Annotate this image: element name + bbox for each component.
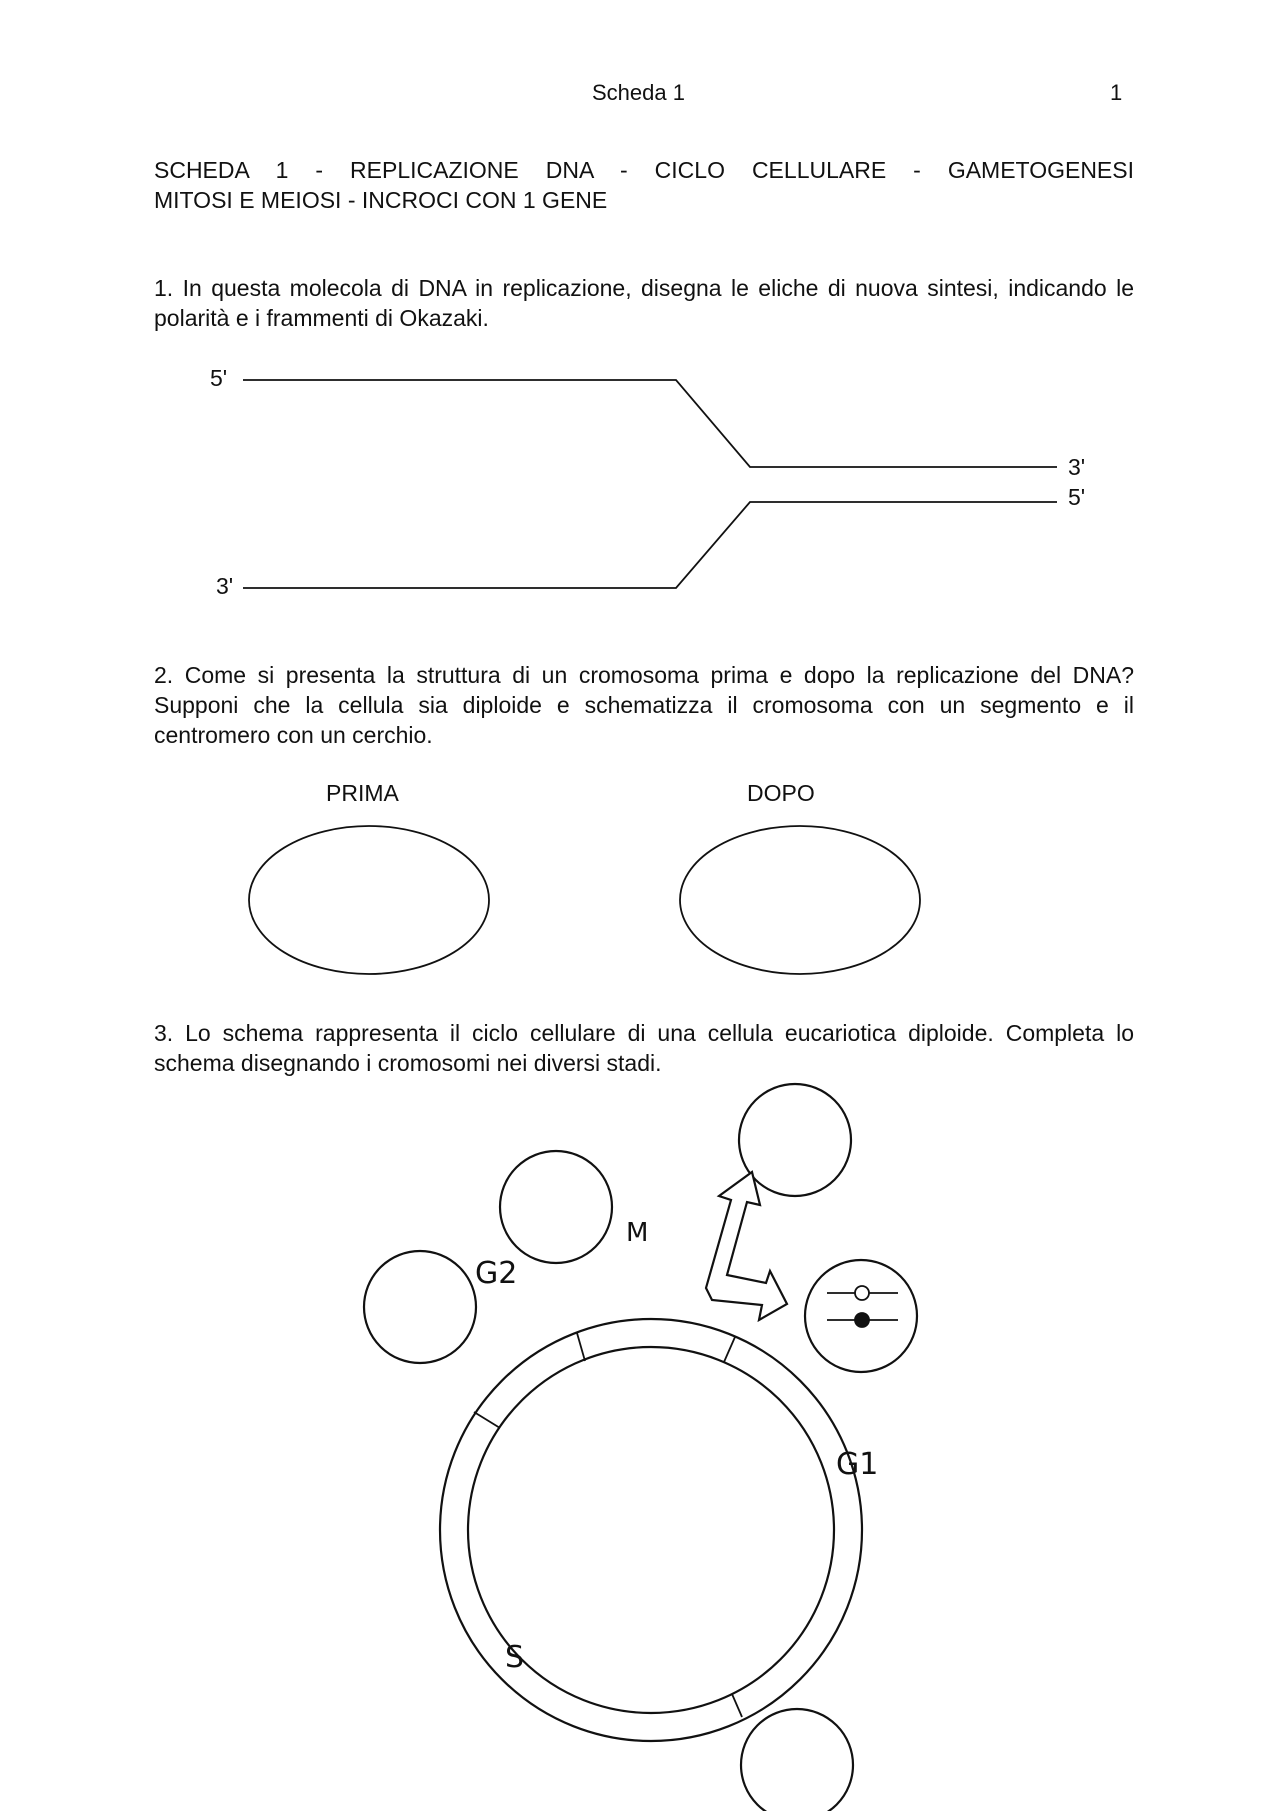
label-3prime-right-top: 3' [1068, 454, 1086, 480]
centromere-2-filled [855, 1313, 869, 1327]
cycle-outer-ring [440, 1319, 862, 1741]
divider-g2-m [577, 1333, 585, 1361]
phase-label-m: M [626, 1218, 649, 1248]
label-5prime-top-left: 5' [210, 365, 228, 391]
parental-strand-bottom [243, 502, 1057, 588]
question-1-text: 1. In questa molecola di DNA in replicazione, disegna le eliche di nuova sintesi, indicando le polarità e i frammenti di Okazaki. [154, 275, 1134, 331]
label-prima: PRIMA [326, 780, 399, 806]
divider-m-g1 [724, 1337, 735, 1362]
stage-circle-s-bottom [741, 1709, 853, 1811]
label-dopo: DOPO [747, 780, 815, 806]
centromere-1-open [855, 1286, 869, 1300]
header-title: Scheda 1 [592, 80, 685, 105]
heading-line-2: MITOSI E MEIOSI - INCROCI CON 1 GENE [154, 187, 608, 213]
replication-fork-lines [243, 380, 1057, 588]
phase-label-g2: G2 [475, 1256, 518, 1291]
label-3prime-bottom-left: 3' [216, 573, 234, 599]
mitosis-arrow-icon [706, 1172, 787, 1320]
heading-line-1: SCHEDA 1 - REPLICAZIONE DNA - CICLO CELLULARE - GAMETOGENESI [154, 157, 1134, 183]
g1-homologous-chromosomes [827, 1286, 898, 1327]
divider-s-g2 [474, 1412, 500, 1428]
phase-label-s: S [505, 1640, 525, 1675]
label-5prime-right-bottom: 5' [1068, 484, 1086, 510]
question-2-text: 2. Come si presenta la struttura di un cromosoma prima e dopo la replicazione del DNA? Supponi che la cellula sia diploide e schematizza il cromosoma con un segmento e il centromero con un cerchio. [154, 662, 1134, 748]
stage-circle-g2-left [364, 1251, 476, 1363]
after-cell-ellipse [680, 826, 920, 974]
stage-circle-m-top [500, 1151, 612, 1263]
cell-cycle-diagram [364, 1084, 917, 1811]
parental-strand-top [243, 380, 1057, 467]
stage-circle-division-top [739, 1084, 851, 1196]
before-cell-ellipse [249, 826, 489, 974]
divider-g1-s [732, 1694, 742, 1717]
page-number: 1 [1110, 80, 1123, 105]
question-3-text: 3. Lo schema rappresenta il ciclo cellulare di una cellula eucariotica diploide. Completa lo schema disegnando i cromosomi nei diversi stadi. [154, 1020, 1134, 1076]
phase-label-g1: G1 [836, 1447, 879, 1482]
